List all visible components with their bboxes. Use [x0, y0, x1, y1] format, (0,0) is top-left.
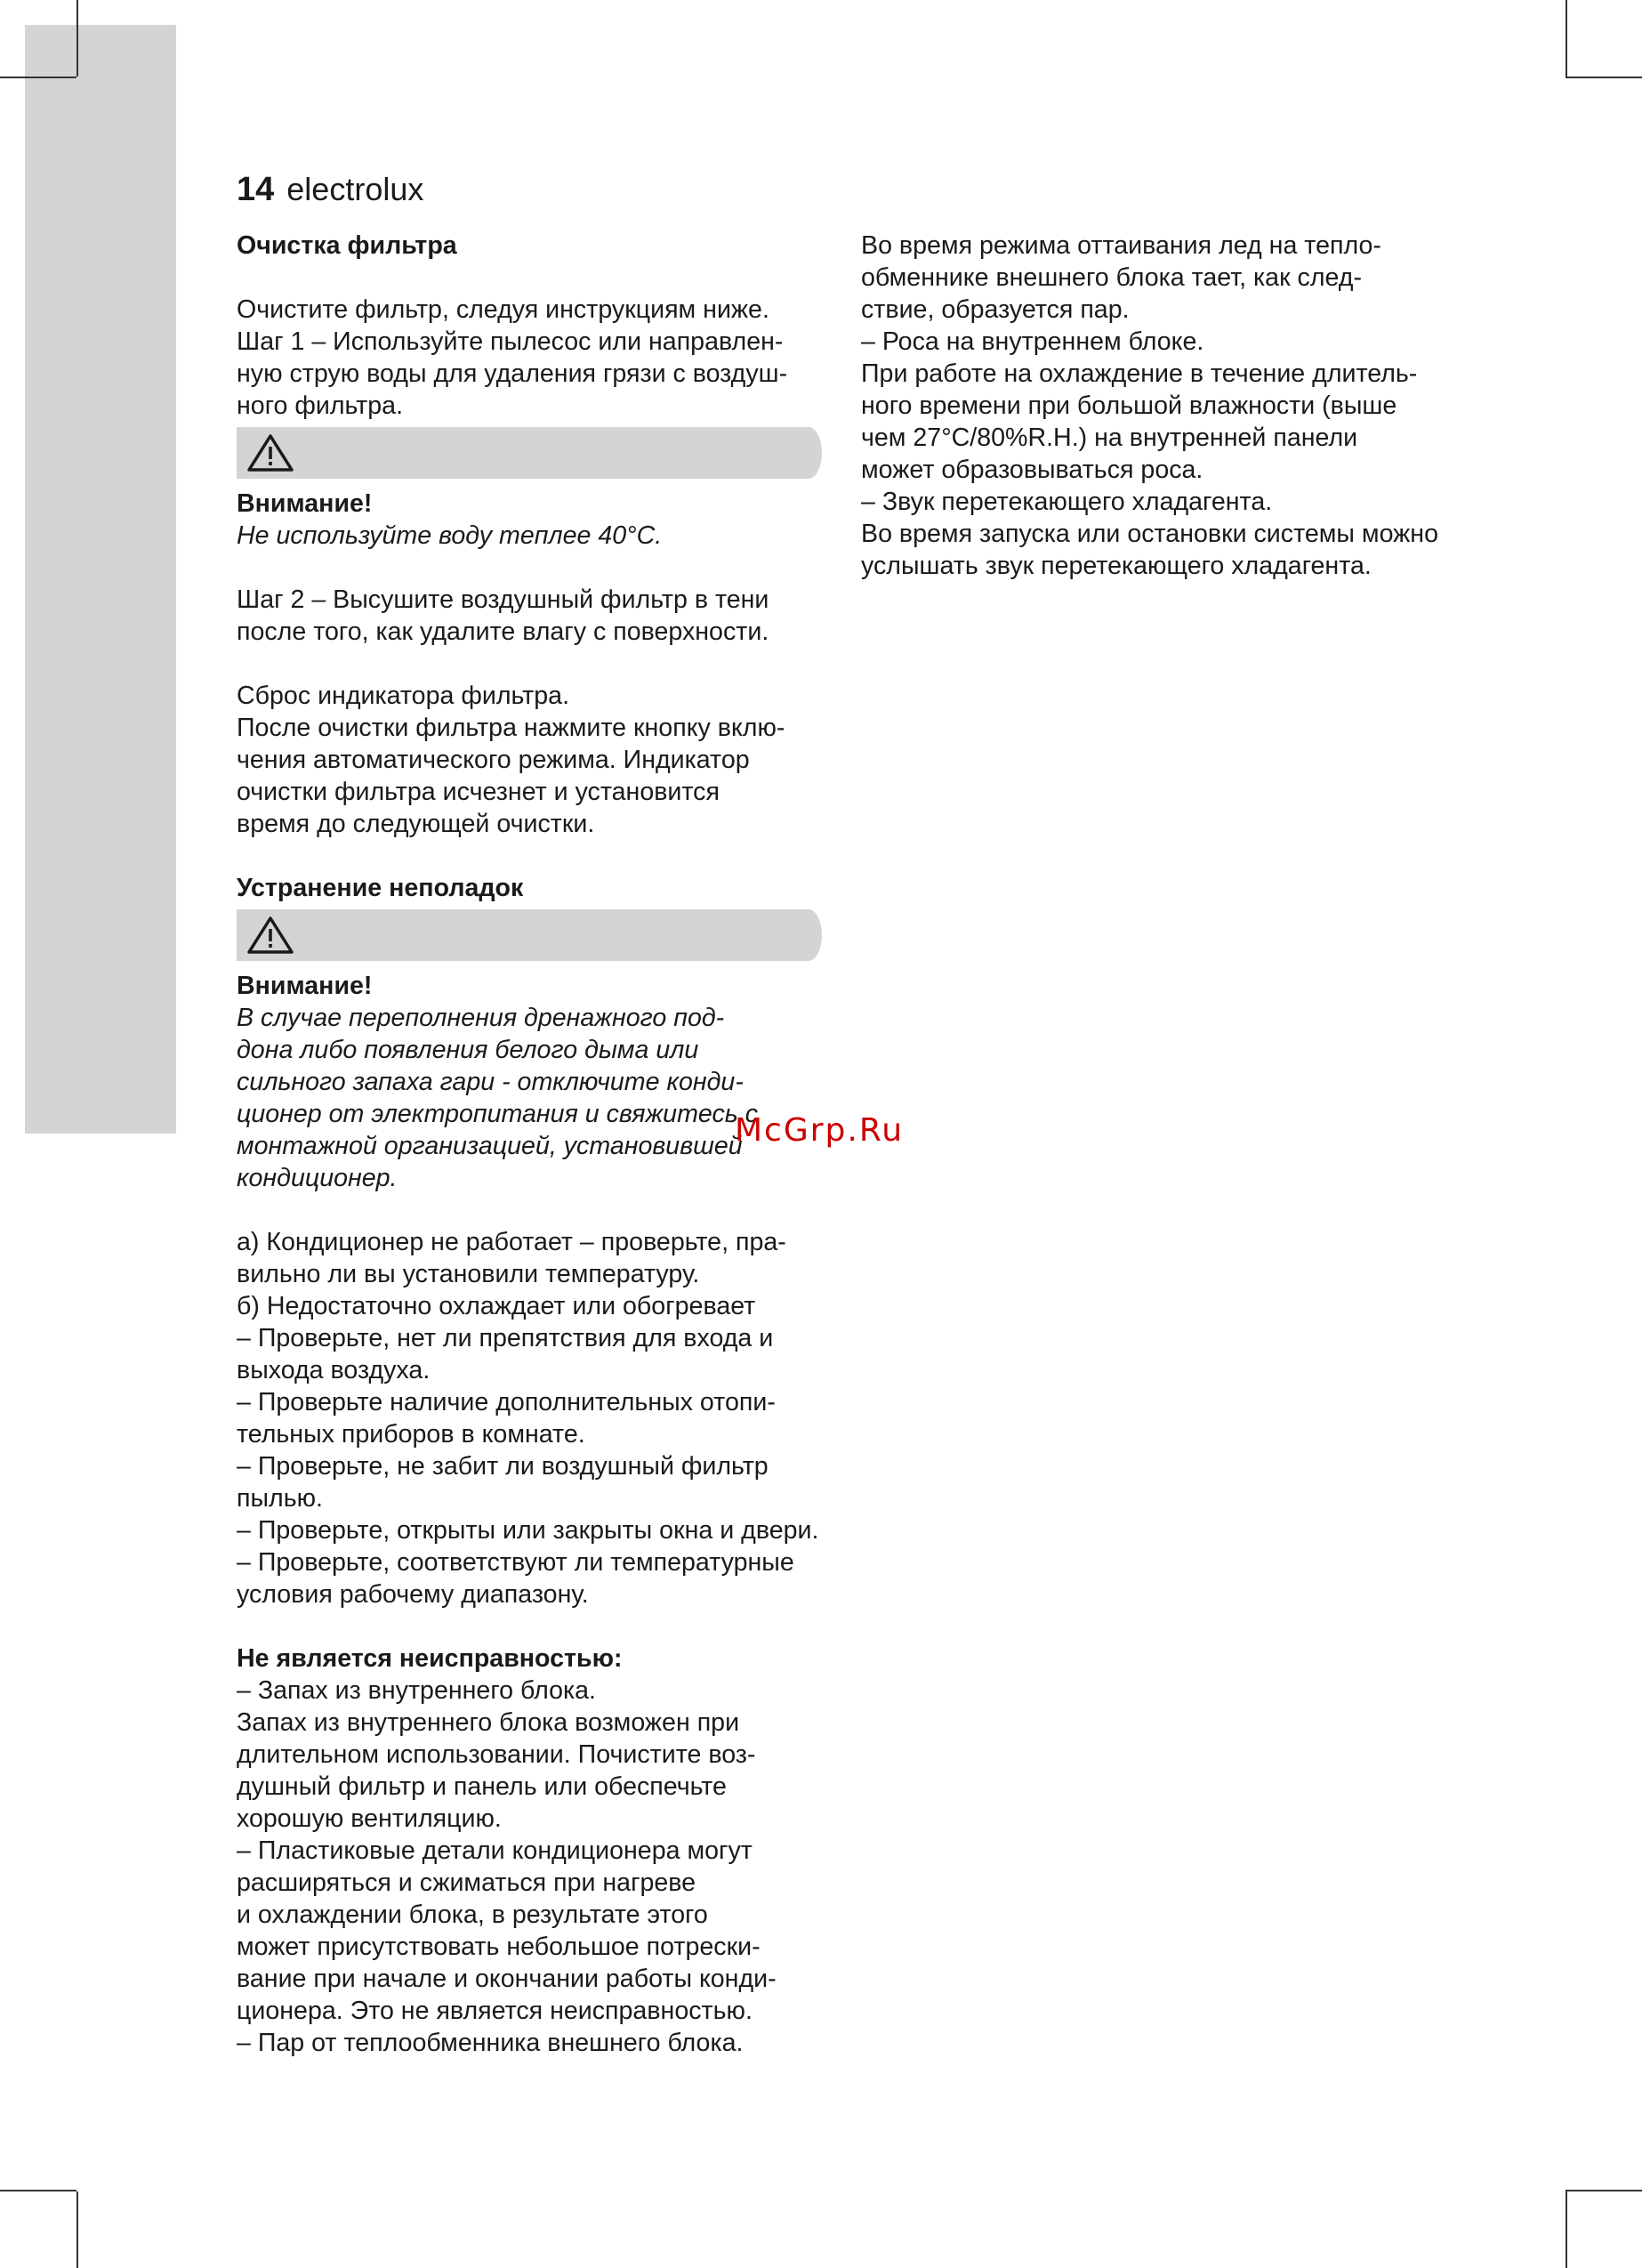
crop-mark — [1566, 2191, 1567, 2268]
filter-heading: Очистка фильтра — [237, 231, 457, 260]
troubleshooting-heading: Устранение неполадок — [237, 874, 524, 902]
reset-text: Сброс индикатора фильтра. После очистки фильтра нажмите кнопку вклю- чения автоматического режима. Индикатор очистки фильтра исчезнет и установится время до следующей очистки. — [237, 682, 785, 838]
filter-text: Очистите фильтр, следуя инструкциям ниже. Шаг 1 – Используйте пылесос или направлен- ную струю воды для удаления грязи с воздуш- ного фильтра. — [237, 295, 788, 420]
right-column — [861, 230, 1475, 582]
crop-mark — [1566, 77, 1642, 78]
watermark: McGrp.Ru — [735, 1112, 905, 1149]
crop-mark — [76, 0, 78, 77]
warning-title: Внимание! — [237, 972, 373, 1000]
page-number: 14 — [237, 171, 275, 208]
crop-mark — [1566, 2190, 1642, 2191]
right-column-text: Во время режима оттаивания лед на тепло- обменнике внешнего блока тает, как след- ствие, образуется пар. – Роса на внутреннем блоке. При работе на охлаждение в течение длитель- ного времени при большой влажности (выше чем 27°C/80%R.H.) на внутренней панели может образовываться роса. – Звук перетекающего хладагента. Во время запуска или остановки системы можно услышать звук перетекающего хладагента. — [861, 231, 1438, 580]
crop-mark — [0, 2190, 76, 2191]
not-fault-text: – Запах из внутреннего блока. Запах из внутреннего блока возможен при длительном использовании. Почистите воз- душный фильтр и панель или обеспечьте хорошую вентиляцию. – Пластиковые детали кондиционера могут расширяться и сжиматься при нагреве и охлаждении блока, в результате этого может присутствовать небольшое потрески- вание при начале и окончании работы конди- ционера. Это не является неисправностью. – Пар от теплообменника внешнего блока. — [237, 1676, 777, 2057]
warning-title: Внимание! — [237, 489, 373, 518]
troubleshooting-text: а) Кондиционер не работает – проверьте, пра- вильно ли вы установили температуру. б) Недостаточно охлаждает или обогревает – Проверьте, нет ли препятствия для входа и выхода воздуха. – Проверьте наличие дополнительных отопи- тельных приборов в комнате. – Проверьте, не забит ли воздушный фильтр пылью. – Проверьте, открыты или закрыты окна и двери. – Проверьте, соответствуют ли температурные условия рабочему диапазону. — [237, 1228, 819, 1609]
page-header — [237, 171, 423, 215]
crop-mark — [0, 77, 76, 78]
crop-mark — [1566, 0, 1567, 77]
warning-icon — [245, 915, 295, 956]
warning-text: В случае переполнения дренажного под- дона либо появления белого дыма или сильного запаха гари - отключите конди- ционер от электропитания и свяжитесь с монтажной организацией, установившей кондиционер. — [237, 1004, 759, 1192]
warning-icon — [245, 432, 295, 473]
warning-text: Не используйте воду теплее 40°C. — [237, 521, 663, 550]
crop-mark — [76, 2191, 78, 2268]
not-fault-heading: Не является неисправностью: — [237, 1644, 623, 1673]
brand-name: electrolux — [286, 171, 424, 207]
warning-bar — [237, 909, 822, 961]
step2-text: Шаг 2 – Высушите воздушный фильтр в тени после того, как удалите влагу с поверхности. — [237, 585, 769, 646]
warning-bar — [237, 427, 822, 479]
side-tab — [25, 25, 176, 1134]
